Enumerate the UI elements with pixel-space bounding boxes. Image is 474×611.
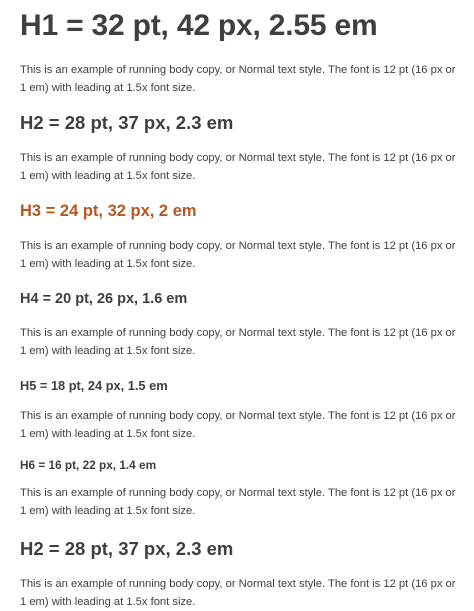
body-copy-paragraph: This is an example of running body copy, or Normal text style. The font is 12 pt (16 px or 1 em) with leading at 1.5x font size. bbox=[20, 327, 456, 357]
heading-2-sample: H2 = 28 pt, 37 px, 2.3 em bbox=[20, 112, 234, 133]
heading-1-sample: H1 = 32 pt, 42 px, 2.55 em bbox=[20, 9, 378, 42]
heading-2-sample-repeat: H2 = 28 pt, 37 px, 2.3 em bbox=[20, 538, 234, 559]
body-copy-paragraph: This is an example of running body copy, or Normal text style. The font is 12 pt (16 px or 1 em) with leading at 1.5x font size. bbox=[20, 64, 456, 94]
heading-5-sample: H5 = 18 pt, 24 px, 1.5 em bbox=[20, 378, 168, 393]
body-copy-paragraph: This is an example of running body copy, or Normal text style. The font is 12 pt (16 px or 1 em) with leading at 1.5x font size. bbox=[20, 410, 456, 440]
body-copy-paragraph: This is an example of running body copy, or Normal text style. The font is 12 pt (16 px or 1 em) with leading at 1.5x font size. bbox=[20, 152, 456, 182]
heading-3-sample: H3 = 24 pt, 32 px, 2 em bbox=[20, 202, 197, 220]
heading-4-sample: H4 = 20 pt, 26 px, 1.6 em bbox=[20, 291, 188, 307]
body-copy-paragraph: This is an example of running body copy, or Normal text style. The font is 12 pt (16 px or 1 em) with leading at 1.5x font size. bbox=[20, 578, 456, 608]
body-copy-paragraph: This is an example of running body copy, or Normal text style. The font is 12 pt (16 px or 1 em) with leading at 1.5x font size. bbox=[20, 240, 456, 270]
body-copy-paragraph: This is an example of running body copy, or Normal text style. The font is 12 pt (16 px or 1 em) with leading at 1.5x font size. bbox=[20, 487, 456, 517]
heading-6-sample: H6 = 16 pt, 22 px, 1.4 em bbox=[20, 458, 157, 472]
